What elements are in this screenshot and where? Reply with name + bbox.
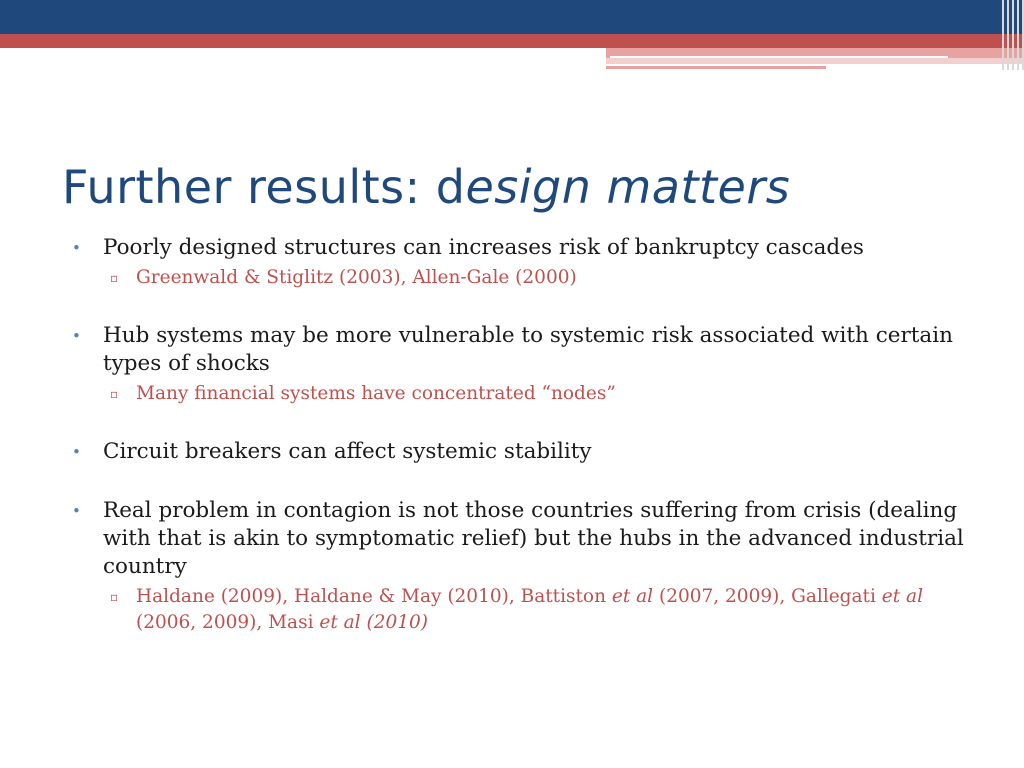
- header-band-underline: [606, 66, 826, 69]
- sub-bullet-text: Many financial systems have concentrated “nodes”: [136, 383, 616, 404]
- bullet-text: Circuit breakers can affect systemic stability: [103, 439, 592, 464]
- header-band-accent-light: [606, 58, 1024, 64]
- citation-text: (2007, 2009), Gallegati: [653, 586, 882, 607]
- sub-bullet-item: [72, 265, 972, 291]
- bullet-item: [72, 234, 972, 262]
- bullet-text: Real problem in contagion is not those countries suffering from crisis (dealing with that is akin to symptomatic relief) but the hubs in the advanced industrial country: [103, 498, 964, 579]
- sub-bullet-square-icon: ▫: [110, 387, 119, 401]
- header-band-blue: [0, 0, 1024, 34]
- bullet-dot-icon: •: [72, 502, 81, 520]
- bullet-dot-icon: •: [72, 239, 81, 257]
- bullet-text: Poorly designed structures can increases risk of bankruptcy cascades: [103, 235, 864, 260]
- header-band-red: [0, 34, 1024, 48]
- citation-et-al: et al: [611, 586, 654, 607]
- bullet-dot-icon: •: [72, 443, 81, 461]
- bullet-item: [72, 322, 972, 378]
- citation-text: Haldane (2009), Haldane & May (2010), Battiston: [136, 586, 612, 607]
- sub-bullet-item: [72, 381, 972, 407]
- bullet-text: Hub systems may be more vulnerable to systemic risk associated with certain types of shocks: [103, 323, 953, 376]
- sub-bullet-item: [72, 584, 972, 636]
- sub-bullet-square-icon: ▫: [110, 271, 119, 285]
- title-plain: Further results: d: [62, 160, 466, 214]
- slide-title: [62, 160, 790, 214]
- citation-text: (2006, 2009), Masi: [136, 612, 320, 633]
- header-stripes: [994, 0, 1024, 70]
- sub-bullet-square-icon: ▫: [110, 590, 119, 604]
- sub-bullet-text: Greenwald & Stiglitz (2003), Allen-Gale (2000): [136, 267, 577, 288]
- header-band-divider: [610, 56, 948, 58]
- bullet-item: [72, 438, 972, 466]
- bullet-list: [72, 234, 972, 636]
- title-italic: esign matters: [465, 160, 791, 214]
- bullet-item: [72, 497, 972, 581]
- citation-et-al: et al: [881, 586, 924, 607]
- bullet-dot-icon: •: [72, 327, 81, 345]
- citation-et-al: et al (2010): [319, 612, 428, 633]
